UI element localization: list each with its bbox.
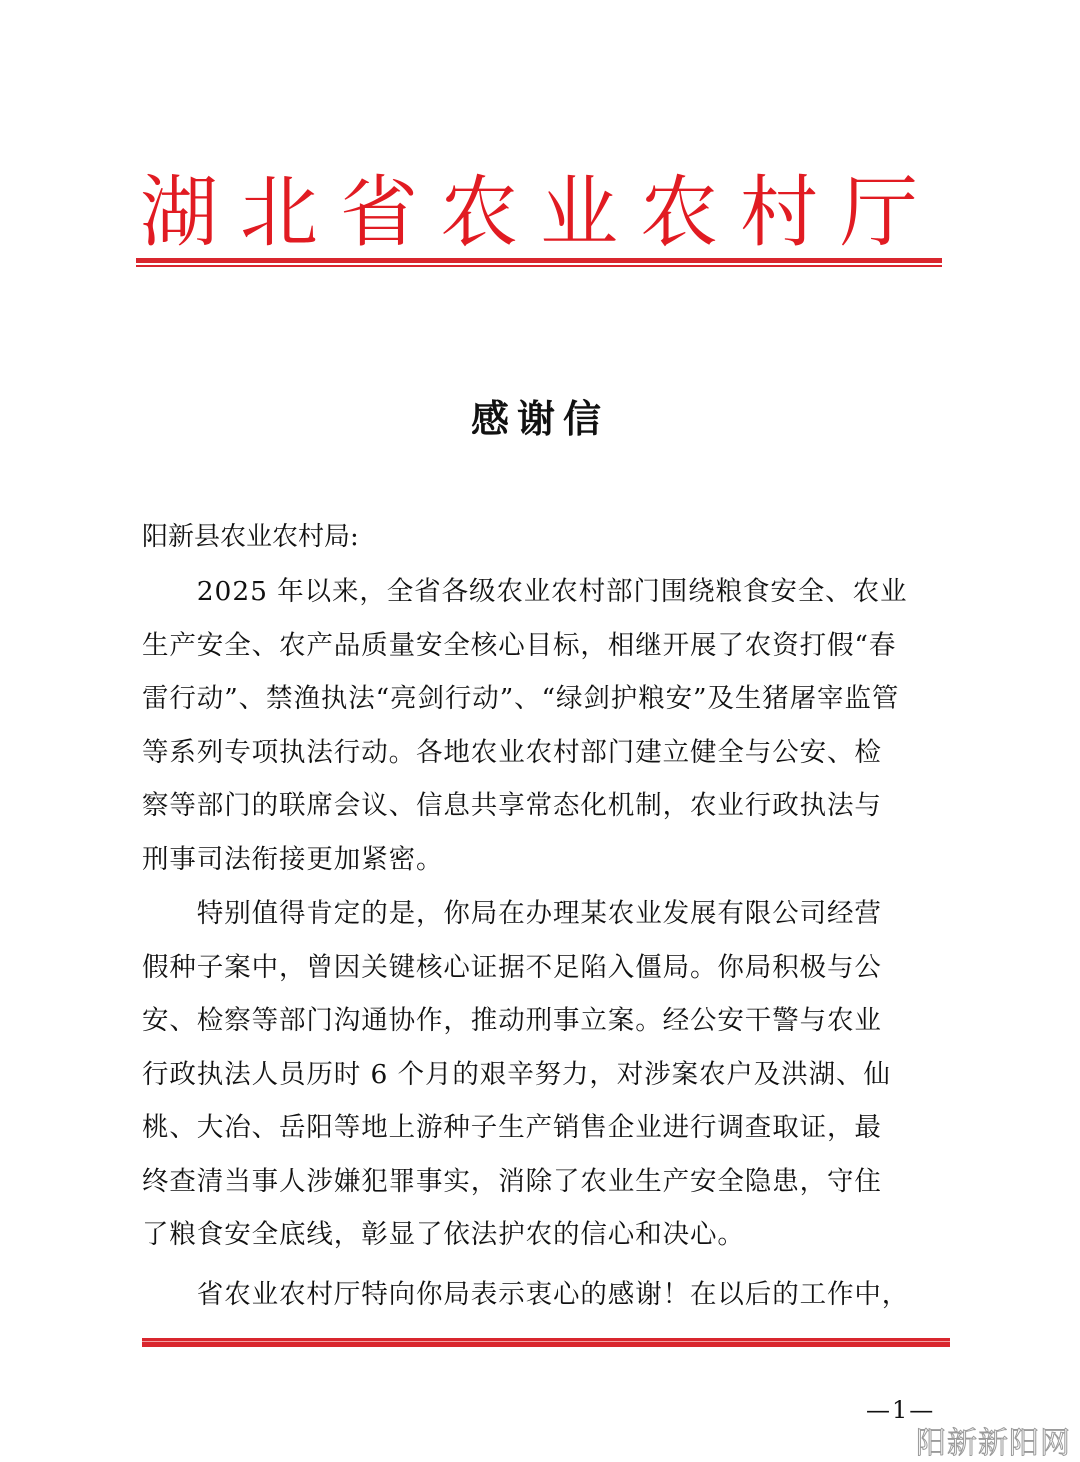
paragraph-line: 察等部门的联席会议、信息共享常态化机制，农业行政执法与: [142, 790, 882, 821]
paragraph-line: 安、检察等部门沟通协作，推动刑事立案。经公安干警与农业: [142, 1005, 882, 1036]
paragraph-line: 雷行动”、禁渔执法“亮剑行动”、“绿剑护粮安”及生猪屠宰监管: [142, 683, 900, 714]
paragraph-line: 特别值得肯定的是，你局在办理某农业发展有限公司经营: [142, 898, 882, 929]
paragraph-line: 生产安全、农产品质量安全核心目标，相继开展了农资打假“春: [142, 629, 897, 661]
paragraph-line: 刑事司法衔接更加紧密。: [142, 843, 444, 875]
document-title: 感谢信: [470, 396, 609, 441]
issuing-organization-header: 湖北省农业农村厅: [140, 168, 941, 258]
header-rule-thick-line: [136, 258, 942, 263]
paragraph-3: [142, 1268, 942, 1322]
paragraph-line: 假种子案中，曾因关键核心证据不足陷入僵局。你局积极与公: [142, 951, 882, 983]
paragraph-line: 桃、大冶、岳阳等地上游种子生产销售企业进行调查取证，最: [142, 1112, 882, 1143]
footer-red-rule: [142, 1338, 950, 1347]
paragraph-line: 行政执法人员历时 6 个月的艰辛努力，对涉案农户及洪湖、仙: [142, 1058, 891, 1090]
header-red-rule: [136, 258, 942, 268]
watermark: 阳新新阳网: [916, 1426, 1071, 1461]
paragraph-line: 终查清当事人涉嫌犯罪事实，消除了农业生产安全隐患，守住: [142, 1165, 882, 1197]
paragraph-line: 等系列专项执法行动。各地农业农村部门建立健全与公安、检: [142, 736, 882, 768]
paragraph-line: 了粮食安全底线，彰显了依法护农的信心和决心。: [142, 1219, 745, 1250]
salutation: 阳新县农业农村局:: [142, 522, 359, 552]
paragraph-line: 2025 年以来，全省各级农业农村部门围绕粮食安全、农业: [142, 576, 908, 607]
footer-rule-highlight: [142, 1341, 950, 1342]
header-rule-thin-line: [136, 265, 942, 267]
paragraph-2: [142, 887, 942, 1262]
paragraph-line: 省农业农村厅特向你局表示衷心的感谢！在以后的工作中，: [142, 1279, 910, 1310]
page-number: —1—: [866, 1396, 936, 1424]
paragraph-1: [142, 565, 942, 886]
